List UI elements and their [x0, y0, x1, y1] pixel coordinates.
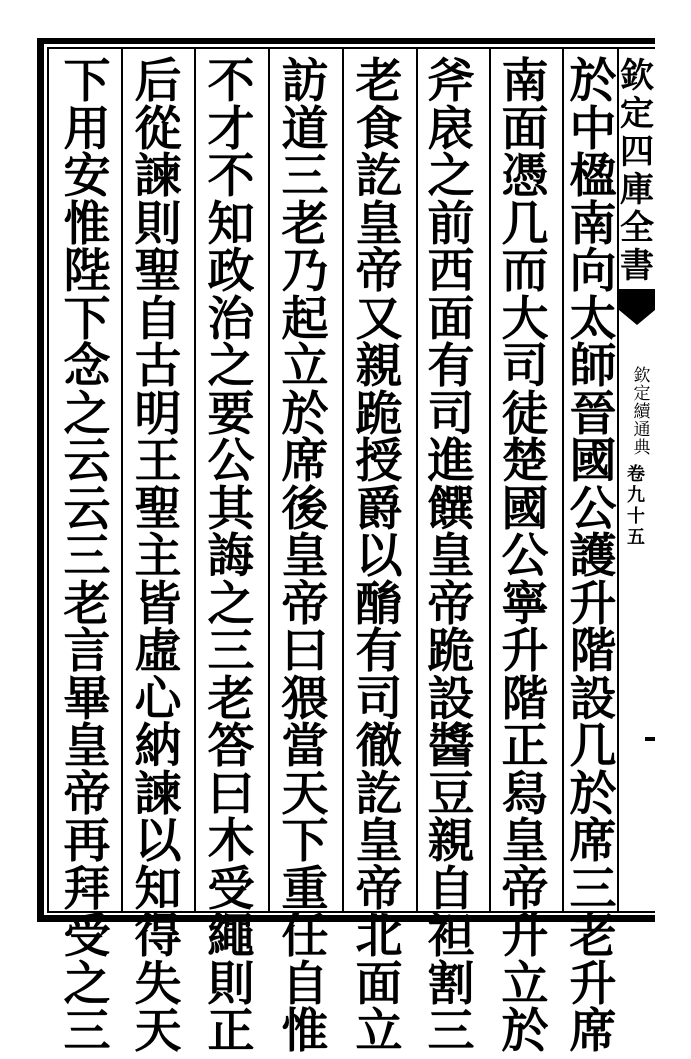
- column-char: 正: [501, 719, 549, 774]
- column-char: 之: [207, 576, 255, 632]
- book-title-char: 定: [620, 94, 654, 134]
- column-char: 知: [134, 861, 182, 917]
- sub-title-char: 通: [633, 420, 651, 440]
- column-char: 國: [501, 481, 549, 537]
- column-char: 公: [207, 434, 255, 489]
- sub-title-char: 典: [633, 438, 651, 458]
- column-char: 三: [63, 529, 111, 584]
- column-char: 老: [355, 54, 403, 109]
- column-rule: [489, 49, 491, 911]
- book-title: [619, 57, 655, 285]
- column-char: 不: [207, 149, 255, 204]
- column-char: 階: [501, 671, 549, 727]
- column-char: 帝: [63, 766, 111, 822]
- column-char: 皇: [355, 196, 403, 252]
- column-char: 進: [427, 434, 475, 489]
- column-char: 不: [207, 54, 255, 109]
- text-column-8: [58, 54, 116, 1059]
- column-char: 治: [207, 291, 255, 347]
- column-char: 扆: [427, 101, 475, 157]
- volume-char: 五: [627, 527, 645, 548]
- column-char: 曰: [207, 766, 255, 822]
- column-char: 云: [63, 434, 111, 489]
- sub-title: [629, 367, 655, 457]
- sub-title-char: 續: [633, 402, 651, 422]
- column-char: 老: [207, 671, 255, 727]
- column-char: 北: [355, 909, 403, 964]
- column-char: 斧: [427, 54, 475, 109]
- column-char: 猥: [281, 671, 329, 727]
- column-char: 公: [569, 481, 617, 537]
- column-char: 受: [63, 909, 111, 964]
- column-char: 帝: [355, 244, 403, 299]
- column-char: 得: [134, 909, 182, 964]
- text-column-6: [202, 54, 260, 1059]
- column-char: 面: [501, 101, 549, 157]
- column-char: 三: [281, 149, 329, 204]
- column-char: 晉: [569, 386, 617, 442]
- column-char: 諫: [134, 766, 182, 822]
- column-char: 三: [569, 861, 617, 917]
- column-char: 司: [501, 339, 549, 394]
- column-char: 升: [501, 909, 549, 964]
- column-rule: [342, 49, 344, 911]
- column-char: 聖: [134, 481, 182, 537]
- column-char: 皇: [355, 814, 403, 869]
- column-char: 豆: [427, 766, 475, 822]
- column-char: 才: [207, 101, 255, 157]
- column-char: 之: [63, 956, 111, 1012]
- column-char: 三: [207, 624, 255, 679]
- text-column-1: [564, 54, 622, 1059]
- column-char: 醬: [427, 719, 475, 774]
- page-margin-column: [619, 49, 655, 911]
- column-char: 親: [355, 339, 403, 394]
- column-char: 司: [427, 386, 475, 442]
- book-title-char: 庫: [620, 170, 654, 210]
- column-char: 老: [281, 196, 329, 252]
- column-char: 答: [207, 719, 255, 774]
- column-char: 師: [569, 339, 617, 394]
- column-char: 酳: [355, 576, 403, 632]
- column-char: 几: [501, 196, 549, 252]
- column-char: 跪: [427, 624, 475, 679]
- column-char: 明: [134, 386, 182, 442]
- column-char: 古: [134, 339, 182, 394]
- column-char: 訪: [281, 54, 329, 109]
- column-char: 要: [207, 386, 255, 442]
- column-char: 席: [569, 814, 617, 869]
- column-char: 楚: [501, 434, 549, 489]
- column-char: 又: [355, 291, 403, 347]
- column-rule: [268, 49, 270, 911]
- column-char: 前: [427, 196, 475, 252]
- column-char: 帝: [355, 861, 403, 917]
- column-char: 升: [569, 956, 617, 1012]
- column-char: 於: [569, 766, 617, 822]
- book-title-char: 全: [620, 208, 654, 248]
- column-char: 訖: [355, 149, 403, 204]
- column-char: 重: [281, 861, 329, 917]
- fish-tail-mark: [619, 289, 655, 349]
- column-char: 心: [134, 671, 182, 727]
- column-char: 立: [501, 956, 549, 1012]
- volume-char: 卷: [627, 464, 645, 485]
- column-char: 憑: [501, 149, 549, 204]
- column-char: 念: [63, 339, 111, 394]
- column-char: 割: [427, 956, 475, 1012]
- column-char: 老: [569, 909, 617, 964]
- column-char: 袒: [427, 909, 475, 964]
- volume-char: 九: [627, 485, 645, 506]
- column-char: 皇: [281, 529, 329, 584]
- column-char: 皆: [134, 576, 182, 632]
- column-char: 於: [569, 54, 617, 109]
- column-char: 其: [207, 481, 255, 537]
- column-char: 畢: [63, 671, 111, 727]
- column-char: 三: [63, 1004, 111, 1059]
- column-char: 云: [63, 481, 111, 537]
- column-char: 正: [207, 1004, 255, 1059]
- column-char: 曰: [281, 624, 329, 679]
- column-char: 從: [134, 101, 182, 157]
- volume-number: [625, 464, 647, 548]
- column-char: 主: [134, 529, 182, 584]
- book-title-char: 欽: [620, 56, 654, 96]
- column-char: 席: [281, 434, 329, 489]
- column-char: 木: [207, 814, 255, 869]
- column-char: 下: [63, 291, 111, 347]
- column-char: 繩: [207, 909, 255, 964]
- column-char: 於: [281, 386, 329, 442]
- column-char: 聖: [134, 244, 182, 299]
- column-char: 失: [134, 956, 182, 1012]
- column-char: 皇: [427, 529, 475, 584]
- column-char: 席: [569, 1004, 617, 1059]
- book-title-char: 四: [620, 132, 654, 172]
- column-rule: [121, 49, 123, 911]
- column-char: 誨: [207, 529, 255, 584]
- text-column-3: [422, 54, 480, 1059]
- column-char: 護: [569, 529, 617, 584]
- column-char: 之: [427, 149, 475, 204]
- text-column-4: [350, 54, 408, 1059]
- column-char: 下: [281, 814, 329, 869]
- column-char: 公: [501, 529, 549, 584]
- column-char: 惟: [281, 1004, 329, 1059]
- column-char: 大: [501, 291, 549, 347]
- column-char: 立: [281, 339, 329, 394]
- column-char: 之: [207, 339, 255, 394]
- column-char: 諫: [134, 149, 182, 204]
- column-char: 食: [355, 101, 403, 157]
- book-title-char: 書: [620, 246, 654, 286]
- column-char: 中: [569, 101, 617, 157]
- column-char: 親: [427, 814, 475, 869]
- column-char: 帝: [501, 861, 549, 917]
- column-char: 后: [134, 54, 182, 109]
- column-char: 而: [501, 244, 549, 299]
- column-char: 皇: [501, 814, 549, 869]
- column-char: 几: [569, 719, 617, 774]
- column-char: 安: [63, 149, 111, 204]
- column-char: 帝: [427, 576, 475, 632]
- column-char: 自: [134, 291, 182, 347]
- text-column-2: [496, 54, 554, 1059]
- column-char: 有: [427, 339, 475, 394]
- column-char: 自: [281, 956, 329, 1012]
- column-char: 以: [355, 529, 403, 584]
- column-char: 納: [134, 719, 182, 774]
- column-char: 後: [281, 481, 329, 537]
- column-char: 下: [63, 54, 111, 109]
- column-char: 任: [281, 909, 329, 964]
- column-char: 升: [569, 576, 617, 632]
- column-char: 太: [569, 291, 617, 347]
- column-char: 徹: [355, 719, 403, 774]
- column-char: 天: [134, 1004, 182, 1059]
- column-char: 惟: [63, 196, 111, 252]
- column-char: 訖: [355, 766, 403, 822]
- column-rule: [194, 49, 196, 911]
- column-char: 有: [355, 624, 403, 679]
- column-char: 帝: [281, 576, 329, 632]
- column-char: 受: [207, 861, 255, 917]
- column-char: 舄: [501, 766, 549, 822]
- column-char: 王: [134, 434, 182, 489]
- column-char: 三: [427, 1004, 475, 1059]
- column-char: 立: [355, 1004, 403, 1059]
- volume-char: 十: [627, 506, 645, 527]
- column-char: 設: [569, 671, 617, 727]
- column-char: 於: [501, 1004, 549, 1059]
- column-char: 西: [427, 244, 475, 299]
- column-char: 自: [427, 861, 475, 917]
- column-char: 以: [134, 814, 182, 869]
- column-char: 道: [281, 101, 329, 157]
- column-char: 升: [501, 624, 549, 679]
- column-char: 饌: [427, 481, 475, 537]
- column-char: 則: [134, 196, 182, 252]
- column-char: 言: [63, 624, 111, 679]
- column-char: 跪: [355, 386, 403, 442]
- column-char: 南: [501, 54, 549, 109]
- column-char: 虛: [134, 624, 182, 679]
- column-char: 授: [355, 434, 403, 489]
- column-char: 之: [63, 386, 111, 442]
- column-char: 天: [281, 766, 329, 822]
- text-column-5: [276, 54, 334, 1059]
- column-char: 楹: [569, 149, 617, 204]
- sub-title-char: 欽: [633, 366, 651, 386]
- column-char: 皇: [63, 719, 111, 774]
- column-char: 當: [281, 719, 329, 774]
- column-char: 面: [427, 291, 475, 347]
- column-char: 階: [569, 624, 617, 679]
- text-column-7: [129, 54, 187, 1059]
- column-char: 知: [207, 196, 255, 252]
- column-char: 向: [569, 244, 617, 299]
- sub-title-char: 定: [633, 384, 651, 404]
- column-char: 再: [63, 814, 111, 869]
- column-char: 拜: [63, 861, 111, 917]
- column-char: 設: [427, 671, 475, 727]
- column-char: 寧: [501, 576, 549, 632]
- column-char: 起: [281, 291, 329, 347]
- column-char: 乃: [281, 244, 329, 299]
- column-char: 南: [569, 196, 617, 252]
- column-char: 老: [63, 576, 111, 632]
- column-rule: [416, 49, 418, 911]
- column-char: 徒: [501, 386, 549, 442]
- column-char: 則: [207, 956, 255, 1012]
- column-char: 國: [569, 434, 617, 489]
- column-char: 司: [355, 671, 403, 727]
- column-char: 面: [355, 956, 403, 1012]
- page-mark: [645, 737, 655, 741]
- column-char: 陛: [63, 244, 111, 299]
- column-char: 用: [63, 101, 111, 157]
- column-char: 爵: [355, 481, 403, 537]
- page-edge: [655, 30, 691, 930]
- column-char: 政: [207, 244, 255, 299]
